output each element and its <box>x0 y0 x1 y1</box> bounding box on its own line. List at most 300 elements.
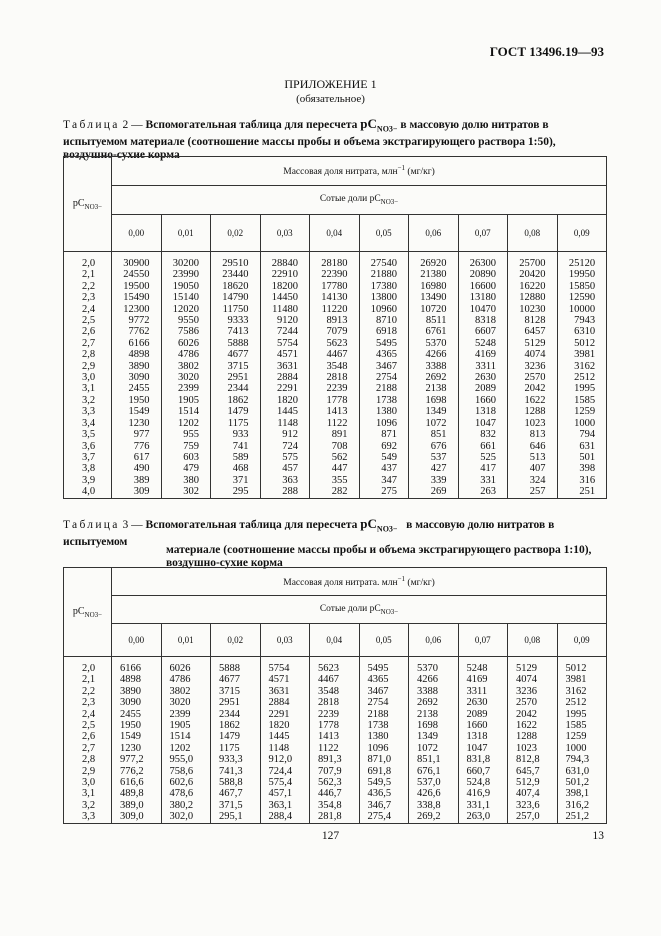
table3-cell: 251,2 <box>557 811 607 823</box>
table3-cell: 263,0 <box>458 811 508 823</box>
table2-row <box>64 252 607 270</box>
table2-caption-tail: в массовую долю нитратов в испытуемом материале (соотношение массы пробы и объема экстрагирующего раствора 1:50), воздушно-сухие корма <box>63 119 556 161</box>
table2-row <box>64 452 607 463</box>
table2-cell: 468 <box>211 463 261 474</box>
table2-cell: 7079 <box>310 326 360 337</box>
table2-cell: 1047 <box>458 418 508 429</box>
table2-cell: 1549 <box>112 406 162 417</box>
table2-cell: 324 <box>508 475 558 486</box>
table3-caption-continued: материале (соотношение массы пробы и объема экстрагирующего раствора 1:10), воздушно-сухие корма <box>166 544 592 569</box>
table2-cell: 380 <box>161 475 211 486</box>
sheet-number: 13 <box>592 830 604 842</box>
table2-cell: 3236 <box>508 361 558 372</box>
table2-cell: 631 <box>557 441 607 452</box>
table3-cell: 5495 <box>359 657 409 675</box>
table3-cell: 3890 <box>112 686 162 697</box>
table3-cell: 4467 <box>310 674 360 685</box>
table2-cell: 5495 <box>359 338 409 349</box>
table2-cell: 24550 <box>112 269 162 280</box>
table2-cell: 10720 <box>409 304 459 315</box>
table2-cell: 5248 <box>458 338 508 349</box>
table3-cell: 758,6 <box>161 766 211 777</box>
table2-header-row <box>64 157 607 186</box>
table3-cell: 676,1 <box>409 766 459 777</box>
table2-cell: 6607 <box>458 326 508 337</box>
table3-cell: 295,1 <box>211 811 261 823</box>
table2-cell: 575 <box>260 452 310 463</box>
table3-cell: 1698 <box>409 720 459 731</box>
table2-row <box>64 429 607 440</box>
table2-cell: 1413 <box>310 406 360 417</box>
table2-cell: 1585 <box>557 395 607 406</box>
table3-cell: 1230 <box>112 743 162 754</box>
table3-cell: 338,8 <box>409 800 459 811</box>
table2-cell: 661 <box>458 441 508 452</box>
table3-cell: 2291 <box>260 709 310 720</box>
table2-cell: 3715 <box>211 361 261 372</box>
appendix-title: ПРИЛОЖЕНИЕ 1 <box>284 77 377 91</box>
table3-row <box>64 800 607 811</box>
table2-cell: 3890 <box>112 361 162 372</box>
table2-cell: 13180 <box>458 292 508 303</box>
table2-cell: 1622 <box>508 395 558 406</box>
table2-row-key: 3,6 <box>64 441 112 452</box>
table3-row <box>64 720 607 731</box>
table3-column-header: 0,07 <box>458 624 508 657</box>
table3-row-key: 2,5 <box>64 720 112 731</box>
table2-row <box>64 486 607 498</box>
table2 <box>63 156 607 499</box>
table2-caption-text: Вспомогательная таблица для пересчета <box>145 119 358 131</box>
table2-cell: 2630 <box>458 372 508 383</box>
table2-sub-header: Сотые доли $pC_{NO3-}$ <box>112 186 607 215</box>
table3-cell: 891,3 <box>310 754 360 765</box>
table3-cell: 602,6 <box>161 777 211 788</box>
document-code: ГОСТ 13496.19—93 <box>489 44 604 59</box>
table3-cell: 4365 <box>359 674 409 685</box>
table2-cell: 1096 <box>359 418 409 429</box>
table3-column-header: 0,06 <box>409 624 459 657</box>
table2-cell: 437 <box>359 463 409 474</box>
table2-cell: 6166 <box>112 338 162 349</box>
table2-cell: 3388 <box>409 361 459 372</box>
table2-cell: 1259 <box>557 406 607 417</box>
table2-cell: 2512 <box>557 372 607 383</box>
table2-cell: 525 <box>458 452 508 463</box>
table2-cell: 269 <box>409 486 459 498</box>
table3-cell: 1000 <box>557 743 607 754</box>
table3-cell: 5129 <box>508 657 558 675</box>
table2-cell: 398 <box>557 463 607 474</box>
table3-column-header: 0,03 <box>260 624 310 657</box>
table2-cell: 13490 <box>409 292 459 303</box>
table2-cell: 417 <box>458 463 508 474</box>
table3-cell: 467,7 <box>211 788 261 799</box>
table3-cell: 512,9 <box>508 777 558 788</box>
table3-cell: 3236 <box>508 686 558 697</box>
table3-cell: 549,5 <box>359 777 409 788</box>
table3-row-key: 2,1 <box>64 674 112 685</box>
table3 <box>63 567 607 824</box>
table2-column-header: 0,09 <box>557 215 607 252</box>
table2-cell: 589 <box>211 452 261 463</box>
table2-number: 2 — <box>122 119 143 131</box>
table2-cell: 11750 <box>211 304 261 315</box>
table2-cell: 331 <box>458 475 508 486</box>
table3-cell: 489,8 <box>112 788 162 799</box>
table2-row <box>64 304 607 315</box>
table2-pc-symbol: $pC_{NO3-}$ <box>360 116 398 134</box>
table3-cell: 955,0 <box>161 754 211 765</box>
table3-cell: 2692 <box>409 697 459 708</box>
table2-cell: 1445 <box>260 406 310 417</box>
table2-cell: 8128 <box>508 315 558 326</box>
table3-row-key: 2,8 <box>64 754 112 765</box>
table3-cell: 2884 <box>260 697 310 708</box>
table2-cell: 28180 <box>310 252 360 270</box>
table3-cell: 426,6 <box>409 788 459 799</box>
table3-cell: 281,8 <box>310 811 360 823</box>
table2-cell: 1862 <box>211 395 261 406</box>
table3-cell: 501,2 <box>557 777 607 788</box>
table2-cell: 4898 <box>112 349 162 360</box>
table2-cell: 8318 <box>458 315 508 326</box>
table2-cell: 3631 <box>260 361 310 372</box>
table3-cell: 3548 <box>310 686 360 697</box>
table3-cell: 1514 <box>161 731 211 742</box>
table3-row <box>64 686 607 697</box>
table2-cell: 759 <box>161 441 211 452</box>
table3-cell: 1738 <box>359 720 409 731</box>
table2-cell: 4266 <box>409 349 459 360</box>
table3-cell: 4898 <box>112 674 162 685</box>
table3-cell: 588,8 <box>211 777 261 788</box>
table2-column-header: 0,03 <box>260 215 310 252</box>
table3-row-key: 2,0 <box>64 657 112 675</box>
table2-cell: 407 <box>508 463 558 474</box>
table2-cell: 347 <box>359 475 409 486</box>
table3-header-row <box>64 568 607 596</box>
table3-row <box>64 709 607 720</box>
table2-cell: 21880 <box>359 269 409 280</box>
table2-cell: 977 <box>112 429 162 440</box>
table2-cell: 2692 <box>409 372 459 383</box>
table2-row <box>64 441 607 452</box>
table3-cell: 1349 <box>409 731 459 742</box>
table2-cell: 427 <box>409 463 459 474</box>
table2-cell: 5012 <box>557 338 607 349</box>
table2-cell: 20890 <box>458 269 508 280</box>
table2-cell: 1660 <box>458 395 508 406</box>
table3-row-key: 2,3 <box>64 697 112 708</box>
table3-cell: 2754 <box>359 697 409 708</box>
table2-cell: 2884 <box>260 372 310 383</box>
table2-column-header: 0,04 <box>310 215 360 252</box>
table3-cell: 851,1 <box>409 754 459 765</box>
table2-cell: 302 <box>161 486 211 498</box>
table3-column-header: 0,05 <box>359 624 409 657</box>
table2-cell: 1995 <box>557 383 607 394</box>
table2-cell: 12020 <box>161 304 211 315</box>
table2-cell: 16220 <box>508 281 558 292</box>
table3-row-key: 3,2 <box>64 800 112 811</box>
table2-cell: 30900 <box>112 252 162 270</box>
table2-row-key: 2,9 <box>64 361 112 372</box>
table2-cell: 282 <box>310 486 360 498</box>
table3-cell: 323,6 <box>508 800 558 811</box>
table2-row <box>64 326 607 337</box>
table3-cell: 354,8 <box>310 800 360 811</box>
table2-cell: 15850 <box>557 281 607 292</box>
table2-cell: 3020 <box>161 372 211 383</box>
table2-cell: 676 <box>409 441 459 452</box>
table2-cell: 562 <box>310 452 360 463</box>
table3-caption-tail: в массовую долю нитратов в испытуемом <box>63 519 555 548</box>
table2-cell: 12300 <box>112 304 162 315</box>
table2-cell: 22390 <box>310 269 360 280</box>
table2-cell: 19050 <box>161 281 211 292</box>
table3-cell: 446,7 <box>310 788 360 799</box>
table3-row <box>64 731 607 742</box>
table3-cell: 831,8 <box>458 754 508 765</box>
table3-cell: 660,7 <box>458 766 508 777</box>
table3-cell: 5248 <box>458 657 508 675</box>
table3-row <box>64 754 607 765</box>
table3-cell: 1445 <box>260 731 310 742</box>
table2-cell: 16980 <box>409 281 459 292</box>
table3-row <box>64 811 607 823</box>
table2-cell: 22910 <box>260 269 310 280</box>
table2-cell: 8913 <box>310 315 360 326</box>
table2-cell: 2291 <box>260 383 310 394</box>
table3-cell: 1096 <box>359 743 409 754</box>
table2-cell: 1202 <box>161 418 211 429</box>
table3-cell: 741,3 <box>211 766 261 777</box>
table3-cell: 288,4 <box>260 811 310 823</box>
table3-cell: 346,7 <box>359 800 409 811</box>
table3-cell: 524,8 <box>458 777 508 788</box>
table2-cell: 9550 <box>161 315 211 326</box>
table2-cell: 891 <box>310 429 360 440</box>
table2-cell: 3802 <box>161 361 211 372</box>
table3-row-key: 2,2 <box>64 686 112 697</box>
table2-cell: 371 <box>211 475 261 486</box>
table3-cell: 977,2 <box>112 754 162 765</box>
table2-cell: 12880 <box>508 292 558 303</box>
table2-cell: 288 <box>260 486 310 498</box>
table3-row-key: 2,4 <box>64 709 112 720</box>
table3-cell: 3090 <box>112 697 162 708</box>
table2-cell: 692 <box>359 441 409 452</box>
table2-cell: 513 <box>508 452 558 463</box>
table2-row <box>64 395 607 406</box>
table2-cell: 9333 <box>211 315 261 326</box>
table2-cell: 11480 <box>260 304 310 315</box>
table2-cell: 490 <box>112 463 162 474</box>
table2-row <box>64 281 607 292</box>
table3-row-key: 2,6 <box>64 731 112 742</box>
table2-cell: 2239 <box>310 383 360 394</box>
table2-cell: 617 <box>112 452 162 463</box>
table2-cell: 1000 <box>557 418 607 429</box>
table2-row-key: 2,4 <box>64 304 112 315</box>
table3-row-key: 3,3 <box>64 811 112 823</box>
table2-cell: 19500 <box>112 281 162 292</box>
table3-cell: 316,2 <box>557 800 607 811</box>
table2-cell: 708 <box>310 441 360 452</box>
table2-cell: 26920 <box>409 252 459 270</box>
table3-row <box>64 674 607 685</box>
table2-cell: 309 <box>112 486 162 498</box>
table2-cell: 9772 <box>112 315 162 326</box>
table2-cell: 603 <box>161 452 211 463</box>
table2-row <box>64 349 607 360</box>
table2-row-key: 2,2 <box>64 281 112 292</box>
table2-cell: 724 <box>260 441 310 452</box>
table2-row-key: 2,8 <box>64 349 112 360</box>
table2-cell: 29510 <box>211 252 261 270</box>
table3-cell: 2042 <box>508 709 558 720</box>
table3-cell: 631,0 <box>557 766 607 777</box>
table3-cell: 1202 <box>161 743 211 754</box>
table3-row-key: 2,7 <box>64 743 112 754</box>
table2-cell: 30200 <box>161 252 211 270</box>
table3-cell: 3981 <box>557 674 607 685</box>
table2-cell: 18200 <box>260 281 310 292</box>
table2-main-header: Массовая доля нитрата, млн$^{-1}$ (мг/кг) <box>112 157 607 186</box>
table3-cell: 1660 <box>458 720 508 731</box>
table3-cell: 1148 <box>260 743 310 754</box>
table2-cell: 5370 <box>409 338 459 349</box>
table2-cell: 537 <box>409 452 459 463</box>
table3-cell: 776,2 <box>112 766 162 777</box>
table2-cell: 15140 <box>161 292 211 303</box>
table2-cell: 1738 <box>359 395 409 406</box>
table2-row <box>64 315 607 326</box>
table2-cell: 813 <box>508 429 558 440</box>
table3-cell: 1622 <box>508 720 558 731</box>
table2-cell: 832 <box>458 429 508 440</box>
table2-row-key: 3,0 <box>64 372 112 383</box>
table2-cell: 14450 <box>260 292 310 303</box>
table3-cell: 1778 <box>310 720 360 731</box>
table2-row-key: 3,2 <box>64 395 112 406</box>
table3-cell: 331,1 <box>458 800 508 811</box>
table3-row <box>64 743 607 754</box>
table2-cell: 20420 <box>508 269 558 280</box>
table2-cell: 363 <box>260 475 310 486</box>
table3-cell: 302,0 <box>161 811 211 823</box>
table3-cell: 3715 <box>211 686 261 697</box>
table2-column-header: 0,02 <box>211 215 261 252</box>
table2-cell: 275 <box>359 486 409 498</box>
table2-cell: 389 <box>112 475 162 486</box>
table3-label: Таблица <box>63 519 120 531</box>
table3-cell: 3802 <box>161 686 211 697</box>
table2-cell: 2138 <box>409 383 459 394</box>
table2-cell: 1175 <box>211 418 261 429</box>
table2-cell: 4365 <box>359 349 409 360</box>
table3-cell: 380,2 <box>161 800 211 811</box>
table2-cell: 9120 <box>260 315 310 326</box>
table3-cell: 1413 <box>310 731 360 742</box>
table3-cell: 616,6 <box>112 777 162 788</box>
table2-row <box>64 463 607 474</box>
table3-cell: 4677 <box>211 674 261 685</box>
table2-cell: 14130 <box>310 292 360 303</box>
table3-column-header: 0,00 <box>112 624 162 657</box>
table2-cell: 25700 <box>508 252 558 270</box>
table2-cell: 19950 <box>557 269 607 280</box>
table3-cell: 1047 <box>458 743 508 754</box>
table3-cell: 1820 <box>260 720 310 731</box>
table3-cell: 1950 <box>112 720 162 731</box>
table2-cell: 13800 <box>359 292 409 303</box>
table2-cell: 2089 <box>458 383 508 394</box>
table2-row-key: 3,8 <box>64 463 112 474</box>
table2-cell: 1072 <box>409 418 459 429</box>
table2-cell: 257 <box>508 486 558 498</box>
table2-cell: 741 <box>211 441 261 452</box>
table2-cell: 933 <box>211 429 261 440</box>
table2-cell: 447 <box>310 463 360 474</box>
table2-row <box>64 269 607 280</box>
table3-cell: 363,1 <box>260 800 310 811</box>
table3-cell: 3020 <box>161 697 211 708</box>
table3-cell: 2399 <box>161 709 211 720</box>
table3-sub-header: Сотые доли $pC_{NO3-}$ <box>112 596 607 624</box>
table2-cell: 6310 <box>557 326 607 337</box>
table2-cell: 871 <box>359 429 409 440</box>
table3-cell: 575,4 <box>260 777 310 788</box>
table3-cell: 1318 <box>458 731 508 742</box>
table2-cell: 5754 <box>260 338 310 349</box>
table3-row-key: 3,0 <box>64 777 112 788</box>
table2-cell: 549 <box>359 452 409 463</box>
table2-row <box>64 383 607 394</box>
table2-cell: 5623 <box>310 338 360 349</box>
table2-row-key: 2,0 <box>64 252 112 270</box>
table2-cell: 7413 <box>211 326 261 337</box>
table3-cell: 309,0 <box>112 811 162 823</box>
table3-cell: 275,4 <box>359 811 409 823</box>
table3-cell: 5623 <box>310 657 360 675</box>
table2-cell: 17780 <box>310 281 360 292</box>
table2-cell: 251 <box>557 486 607 498</box>
table3-cell: 4074 <box>508 674 558 685</box>
table2-cell: 3311 <box>458 361 508 372</box>
table3-cell: 5012 <box>557 657 607 675</box>
table2-cell: 6457 <box>508 326 558 337</box>
table2-cell: 4169 <box>458 349 508 360</box>
table2-row <box>64 372 607 383</box>
table2-cell: 4571 <box>260 349 310 360</box>
table3-cell: 2239 <box>310 709 360 720</box>
table2-cell: 1023 <box>508 418 558 429</box>
table2-cell: 2951 <box>211 372 261 383</box>
table3-cell: 436,5 <box>359 788 409 799</box>
table2-row <box>64 406 607 417</box>
table2-cell: 295 <box>211 486 261 498</box>
table3-cell: 3388 <box>409 686 459 697</box>
table3-cell: 4266 <box>409 674 459 685</box>
table2-row <box>64 475 607 486</box>
table2-cell: 6918 <box>359 326 409 337</box>
table2-cell: 23990 <box>161 269 211 280</box>
table2-cell: 1122 <box>310 418 360 429</box>
table3-cell: 4786 <box>161 674 211 685</box>
table2-row-key: 4,0 <box>64 486 112 498</box>
